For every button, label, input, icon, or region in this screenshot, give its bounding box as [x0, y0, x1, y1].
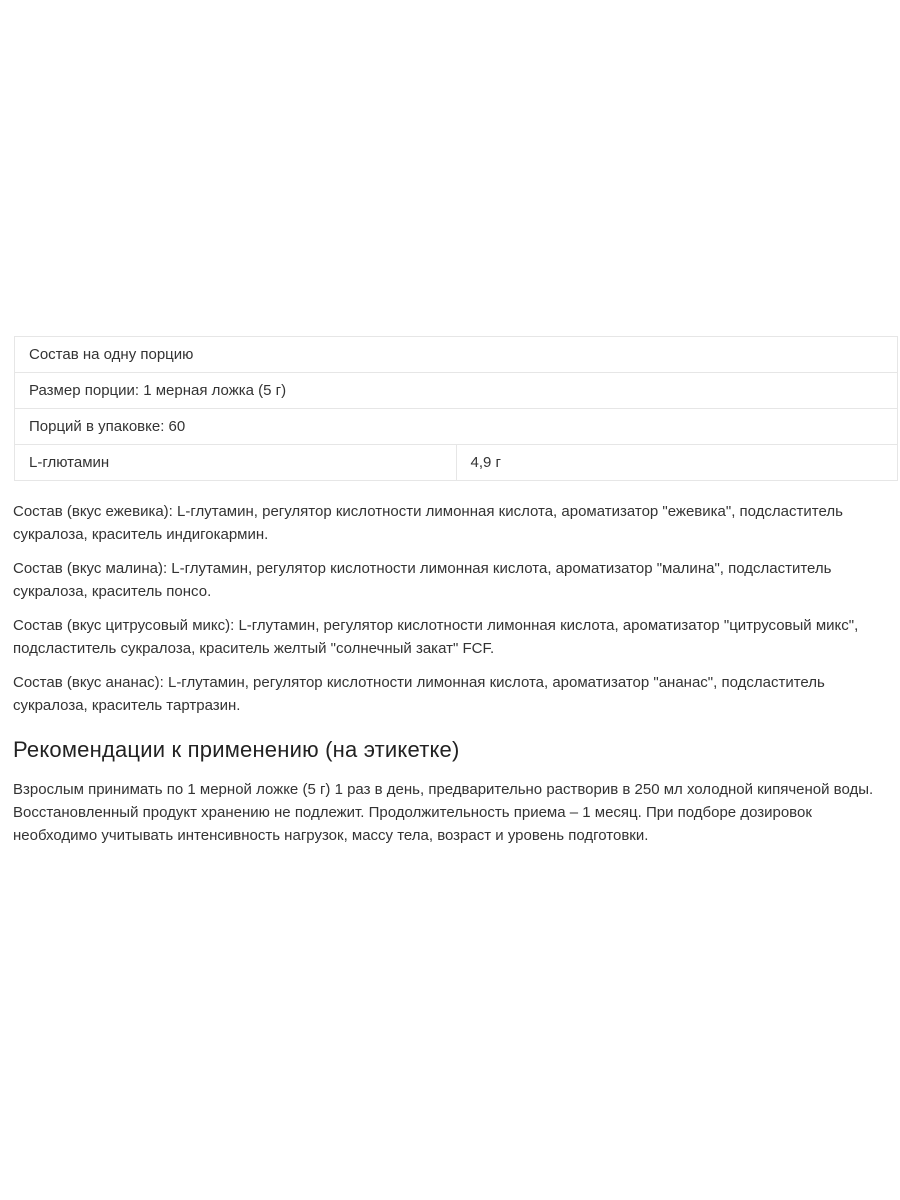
table-cell-serving-size: Размер порции: 1 мерная ложка (5 г)	[15, 373, 898, 409]
composition-pineapple: Состав (вкус ананас): L-глутамин, регулятор кислотности лимонная кислота, ароматизатор "ананас", подсластитель сукралоза, краситель тартразин.	[13, 674, 825, 714]
usage-instructions: Взрослым принимать по 1 мерной ложке (5 г) 1 раз в день, предварительно растворив в 250 мл холодной кипяченой воды. Восстановленный продукт хранению не подлежит. Продолжительность приема – 1 месяц. При подборе дозировок необходимо учитывать интенсивность нагрузок, массу тела, возраст и уровень подготовки.	[13, 781, 874, 844]
table-row	[15, 445, 898, 481]
composition-citrus-mix: Состав (вкус цитрусовый микс): L-глутамин, регулятор кислотности лимонная кислота, ароматизатор "цитрусовый микс", подсластитель сукралоза, краситель желтый "солнечный закат" FCF.	[13, 617, 859, 657]
nutrition-table	[14, 336, 898, 481]
table-cell-ingredient-amount: 4,9 г	[456, 445, 898, 481]
table-cell-servings-per-pack: Порций в упаковке: 60	[15, 409, 898, 445]
table-cell-serving-composition: Состав на одну порцию	[15, 337, 898, 373]
usage-heading: Рекомендации к применению (на этикетке)	[13, 737, 460, 762]
table-row	[15, 337, 898, 373]
composition-blackberry: Состав (вкус ежевика): L-глутамин, регулятор кислотности лимонная кислота, ароматизатор "ежевика", подсластитель сукралоза, краситель индигокармин.	[13, 503, 843, 543]
table-row	[15, 409, 898, 445]
composition-list	[0, 500, 900, 717]
product-info-content	[0, 336, 900, 847]
table-cell-ingredient-name: L-глютамин	[15, 445, 457, 481]
table-row	[15, 373, 898, 409]
composition-raspberry: Состав (вкус малина): L-глутамин, регулятор кислотности лимонная кислота, ароматизатор "малина", подсластитель сукралоза, краситель понсо.	[13, 560, 832, 600]
